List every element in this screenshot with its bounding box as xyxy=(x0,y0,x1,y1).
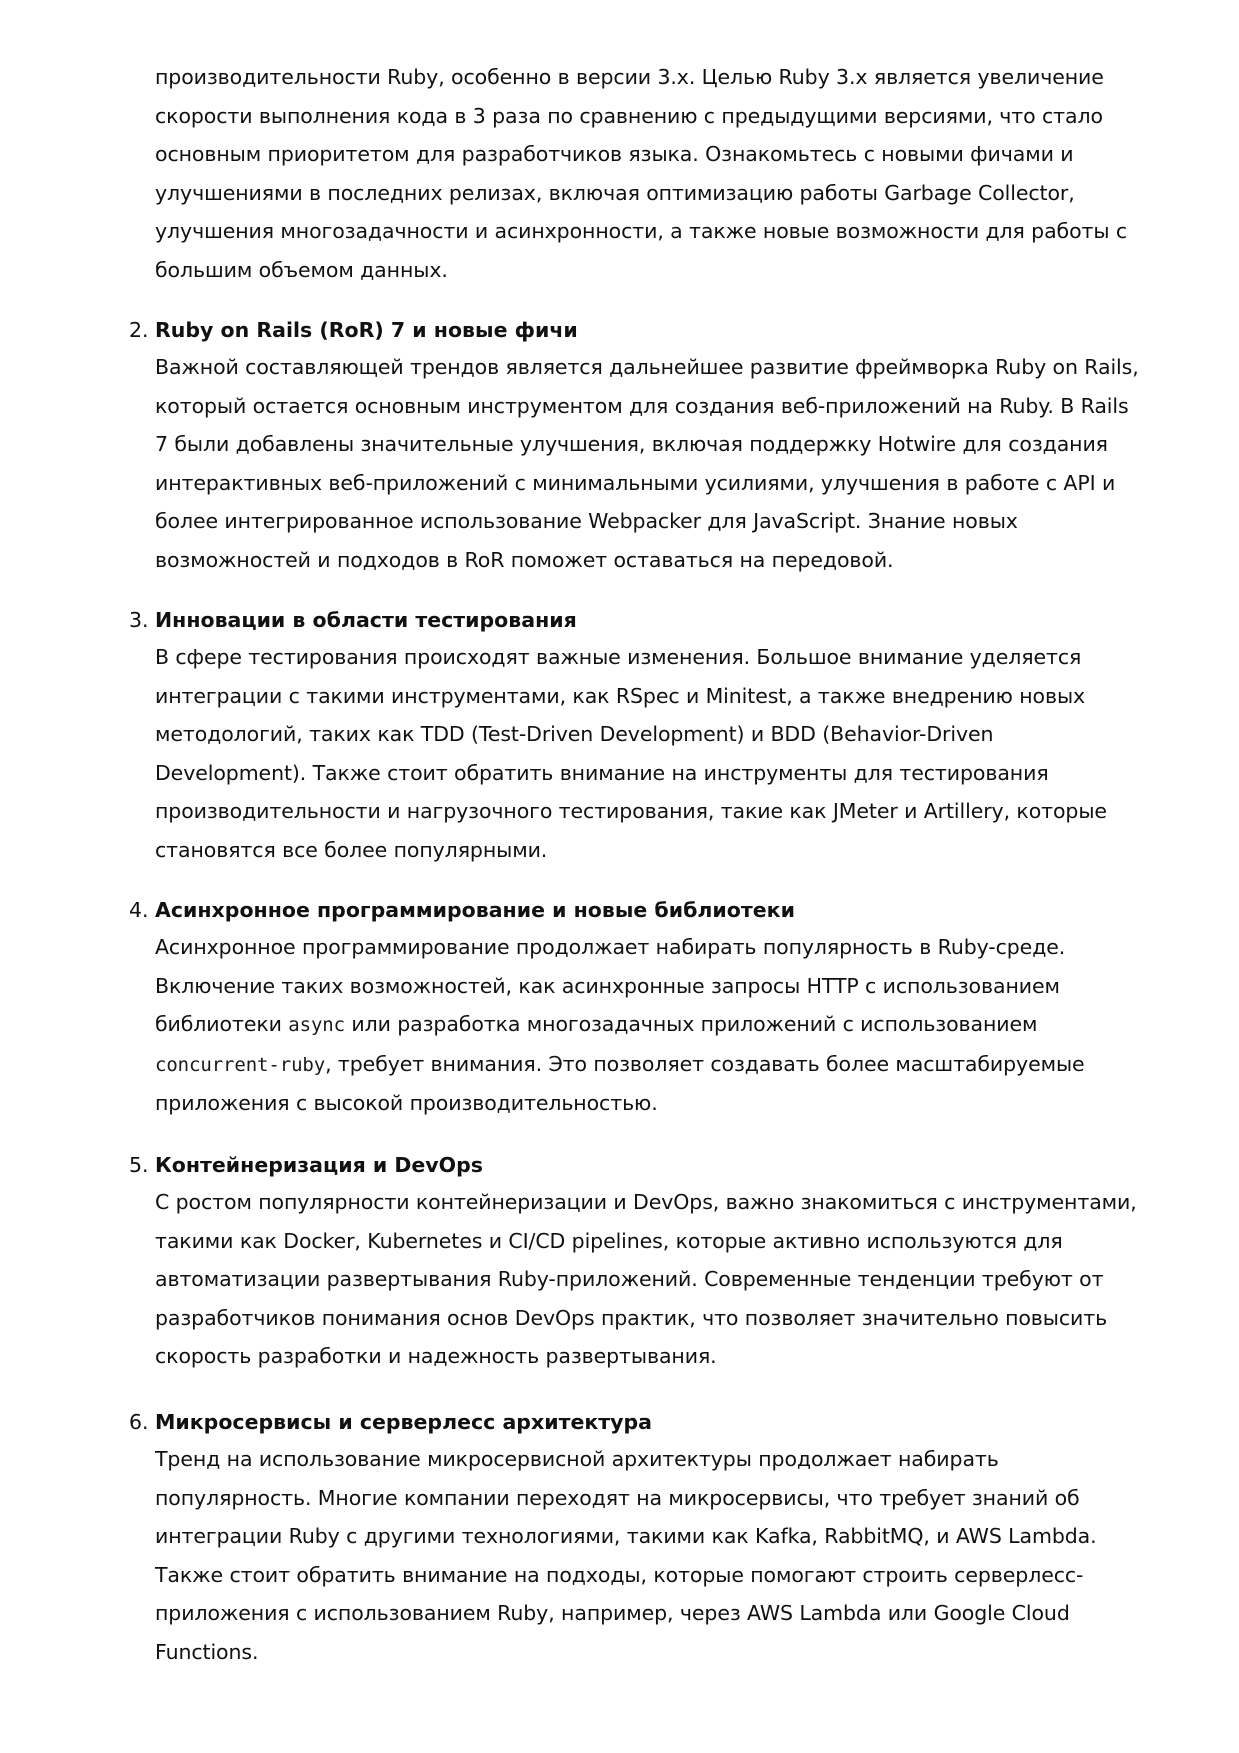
list-item-title: Асинхронное программирование и новые библиотеки xyxy=(155,898,795,922)
body-text: Асинхронное программирование продолжает набирать популярность в Ruby-среде. Включение таких возможностей, как асинхронные запросы HTTP с использованием библиотеки xyxy=(155,935,1066,1036)
list-item-title: Инновации в области тестирования xyxy=(155,608,577,632)
list-item-number: 6. xyxy=(129,1410,149,1434)
list-item-body: Тренд на использование микросервисной архитектуры продолжает набирать популярность. Многие компании переходят на микросервисы, что требует знаний об интеграции Ruby с другими технологиями, такими как Kafka, RabbitMQ, и AWS Lambda. Также стоит обратить внимание на подходы, которые помогают строить серверлесс-приложения с использованием Ruby, например, через AWS Lambda или Google Cloud Functions. xyxy=(155,1447,1097,1664)
list-item-title: Контейнеризация и DevOps xyxy=(155,1153,483,1177)
list-item-number: 5. xyxy=(129,1153,149,1177)
body-text: , требует внимания. Это позволяет создавать более масштабируемые приложения с высокой производительностью. xyxy=(155,1051,1085,1115)
list-item-title: Микросервисы и серверлесс архитектура xyxy=(155,1410,653,1434)
list-item-title: Ruby on Rails (RoR) 7 и новые фичи xyxy=(155,318,578,342)
list-item-body: Важной составляющей трендов является дальнейшее развитие фреймворка Ruby on Rails, который остается основным инструментом для создания веб-приложений на Ruby. В Rails 7 были добавлены значительные улучшения, включая поддержку Hotwire для создания интерактивных веб-приложений с минимальными усилиями, улучшения в работе с API и более интегрированное использование Webpacker для JavaScript. Знание новых возможностей и подходов в RoR поможет оставаться на передовой. xyxy=(155,355,1139,572)
list-item-body: В сфере тестирования происходят важные изменения. Большое внимание уделяется интеграции с такими инструментами, как RSpec и Minitest, а также внедрению новых методологий, таких как TDD (Test-Driven Development) и BDD (Behavior-Driven Development). Также стоит обратить внимание на инструменты для тестирования производительности и нагрузочного тестирования, такие как JMeter и Artillery, которые становятся все более популярными. xyxy=(155,645,1107,862)
list-item-body xyxy=(155,928,1145,1123)
list-item-number: 2. xyxy=(129,318,149,342)
list-item-body: С ростом популярности контейнеризации и DevOps, важно знакомиться с инструментами, такими как Docker, Kubernetes и CI/CD pipelines, которые активно используются для автоматизации развертывания Ruby-приложений. Современные тенденции требуют от разработчиков понимания основ DevOps практик, что позволяет значительно повысить скорость разработки и надежность развертывания. xyxy=(155,1190,1137,1368)
list-item-number: 3. xyxy=(129,608,149,632)
inline-code-concurrent-ruby: concurrent-ruby xyxy=(155,1053,326,1076)
body-text: или разработка многозадачных приложений с использованием xyxy=(344,1012,1038,1036)
list-item-number: 4. xyxy=(129,898,149,922)
intro-paragraph: производительности Ruby, особенно в версии 3.x. Целью Ruby 3.x является увеличение скорости выполнения кода в 3 раза по сравнению с предыдущими версиями, что стало основным приоритетом для разработчиков языка. Ознакомьтесь с новыми фичами и улучшениями в последних релизах, включая оптимизацию работы Garbage Collector, улучшения многозадачности и асинхронности, а также новые возможности для работы с большим объемом данных. xyxy=(155,65,1128,282)
inline-code-async: async xyxy=(288,1014,345,1036)
